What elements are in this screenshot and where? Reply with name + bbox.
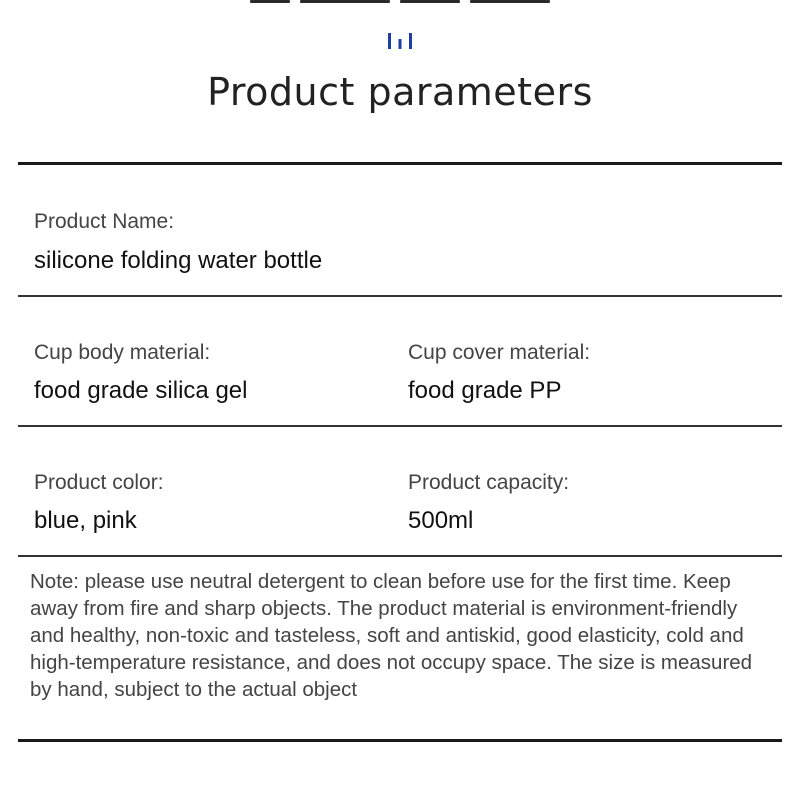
top-decorative-strip xyxy=(240,0,560,3)
title-divider xyxy=(18,162,782,165)
cup-body-material-value: food grade silica gel xyxy=(34,377,248,404)
row-divider xyxy=(18,425,782,427)
product-color-value: blue, pink xyxy=(34,507,137,534)
cup-cover-material-value: food grade PP xyxy=(408,377,562,404)
product-name-value: silicone folding water bottle xyxy=(34,247,323,274)
product-capacity-value: 500ml xyxy=(408,507,474,534)
cup-cover-material-label: Cup cover material: xyxy=(408,341,591,364)
product-color-label: Product color: xyxy=(34,471,164,494)
product-capacity-label: Product capacity: xyxy=(408,471,570,494)
cup-body-material-label: Cup body material: xyxy=(34,341,211,364)
bottom-divider xyxy=(18,739,782,742)
row-divider xyxy=(18,555,782,557)
note-paragraph: Note: please use neutral detergent to clean before use for the first time. Keep away from fire and sharp objects. The product material is environment-friendly and healthy, non-toxic and tasteless, soft and antiskid, good elasticity, cold and high-temperature resistance, and does not occupy space. The size is measured by hand, subject to the actual object xyxy=(30,570,753,701)
page-title: Product parameters xyxy=(207,70,593,114)
row-divider xyxy=(18,295,782,297)
product-name-label: Product Name: xyxy=(34,210,175,233)
three-vertical-bars-icon xyxy=(387,32,413,50)
